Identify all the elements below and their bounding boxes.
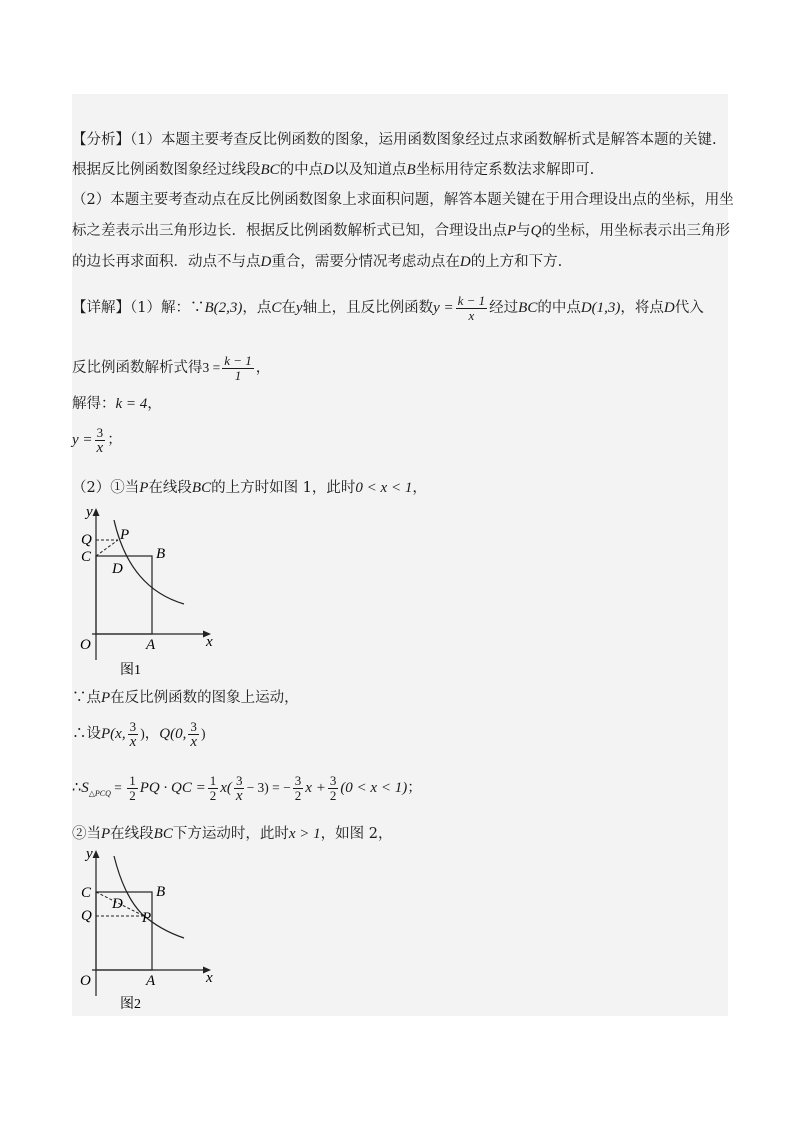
fraction-one-half-a: $\frac{1}{2}$ <box>129 772 136 803</box>
figure-2-label-a: A <box>146 973 156 989</box>
figure-1-label-c: C <box>81 549 92 565</box>
fraction-one-half-b: $\frac{1}{2}$ <box>209 772 217 803</box>
figure-1-rectangle <box>96 556 152 634</box>
figure-1-label-d: D <box>112 561 123 577</box>
fraction-3-over-x-area: $\frac{3}{x}$ <box>235 772 243 804</box>
figure-1-label-x: x <box>206 634 213 650</box>
figure-1-label-a: A <box>146 637 156 653</box>
figure-1-graph <box>72 500 232 676</box>
case-1-line: （2）①当P在线段BC的上方时如图 1，此时0 < x < 1， <box>72 480 427 496</box>
statement-2: ∴设P(x, $\frac{3}{x}$ )，Q(0, $\frac{3}{x}$ ) <box>72 718 206 750</box>
fraction-three-halves-b: $\frac{3}{2}$ <box>329 772 337 803</box>
figure-1-label-q: Q <box>81 532 92 548</box>
solution-sheet <box>72 94 734 1016</box>
analysis-line-3: （2）本题主要考查动点在反比例函数图象上求面积问题，解答本题关键在于用合理设出点的坐标，用坐 <box>72 192 734 208</box>
fraction-k-minus-1-over-1: $\frac{k - 1}{1}$ <box>224 352 252 383</box>
fraction-k-minus-1-over-x: $\frac{k - 1}{x}$ <box>457 292 486 323</box>
fraction-3-over-x-q: $\frac{3}{x}$ <box>190 718 197 750</box>
figure-2-label-d: D <box>112 896 123 912</box>
figure-2-label-y: y <box>86 846 93 862</box>
figure-1-label-b: B <box>156 546 166 562</box>
detail-line-2: 反比例函数解析式得3 = $\frac{k - 1}{1}$ ， <box>72 352 271 383</box>
detail-line-3: 解得：k = 4， <box>72 396 162 412</box>
statement-1: ∵点P在反比例函数的图象上运动， <box>72 690 299 706</box>
figure-2-label-q: Q <box>81 908 92 924</box>
analysis-line-1: 【分析】（1）本题主要考查反比例函数的图象，运用函数图象经过点求函数解析式是解答本题的关键. <box>72 132 717 148</box>
figure-2-label-c: C <box>81 885 92 901</box>
figure-1-dashed-cp <box>96 540 118 556</box>
figure-2-rectangle <box>96 892 152 970</box>
figure-1-label-p: P <box>120 527 130 543</box>
figure-1-label-y: y <box>86 504 93 520</box>
detail-line-1: 【详解】（1）解：∵B(2,3)，点C在y轴上，且反比例函数y = $\frac{k - 1}{x}$ 经过BC的中点D(1,3)，将点D代入 <box>72 292 704 323</box>
figure-2-label-o: O <box>80 973 91 989</box>
statement-3-area-formula: $\therefore S_{\triangle PCQ}$ = $\frac{1}{2}$ PQ · QC = $\frac{1}{2}$ x( $\frac{3}{x}$ − 3) = − $\frac{3}{2}$ x + $\frac{3}{2}$ (0 < x < 1)； <box>72 772 422 804</box>
figure-2-caption: 图2 <box>120 997 141 1012</box>
figure-2-label-p: P <box>142 910 152 926</box>
detail-line-4: y = $\frac{3}{x}$ ； <box>72 424 122 456</box>
figure-2-label-b: B <box>156 884 166 900</box>
analysis-line-4: 标之差表示出三角形边长．根据反比例函数解析式已知，合理设出点P与Q的坐标，用坐标表示出三角形 <box>72 223 731 239</box>
figure-2-graph <box>72 846 232 1016</box>
fraction-three-halves-a: $\frac{3}{2}$ <box>294 772 302 803</box>
case-2-line: ②当P在线段BC下方运动时，此时x > 1，如图 2， <box>72 826 393 842</box>
fraction-3-over-x-p: $\frac{3}{x}$ <box>129 718 137 750</box>
figure-1-y-arrow <box>93 508 100 516</box>
analysis-line-5: 的边长再求面积．动点不与点D重合，需要分情况考虑动点在D的上方和下方. <box>72 254 563 270</box>
fraction-3-over-x: $\frac{3}{x}$ <box>96 424 104 456</box>
figure-2-label-x: x <box>206 970 213 986</box>
figure-1-caption: 图1 <box>120 663 141 676</box>
detail-tag: 【详解】 <box>72 300 130 316</box>
analysis-tag: 【分析】 <box>72 132 130 148</box>
analysis-line-2: 根据反比例函数图象经过线段BC的中点D以及知道点B坐标用待定系数法求解即可. <box>72 162 595 178</box>
figure-1-label-o: O <box>80 637 91 653</box>
figure-2-y-arrow <box>93 850 100 858</box>
